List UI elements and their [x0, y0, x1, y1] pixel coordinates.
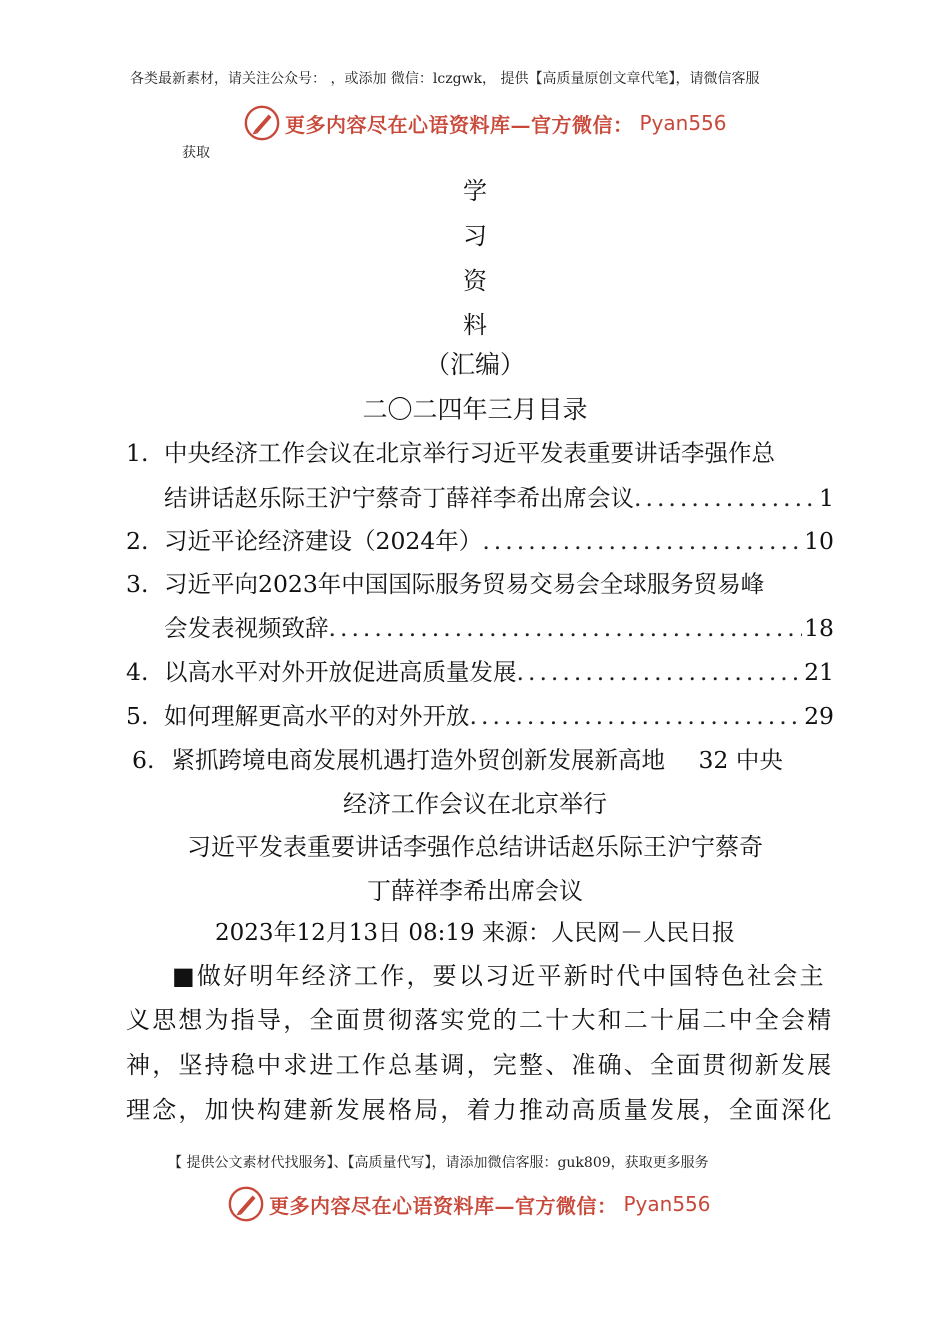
body-line: 理念，加快构建新发展格局，着力推动高质量发展，全面深化 [126, 1096, 834, 1124]
brand-text: 更多内容尽在心语资料库—官方微信： [285, 112, 634, 137]
article-title: 经济工作会议在北京举行 [343, 790, 607, 818]
toc-item[interactable] [126, 565, 834, 599]
toc-title: 会发表视频致辞 [164, 614, 329, 642]
header-notice: 各类最新素材，请关注公众号： ，或添加 微信：lczgwk， 提供【高质量原创文章代笔】，请微信客服 [130, 71, 760, 87]
toc-title: 习近平论经济建设（2024年） [164, 527, 483, 555]
footer-notice: 【 提供公文素材代找服务】、【高质量代写】，请添加微信客服：guk809，获取更多服务 [168, 1155, 709, 1171]
toc-number: 3. [126, 570, 149, 598]
toc-leader [482, 527, 802, 555]
body-line: ■做好明年经济工作，要以习近平新时代中国特色社会主 [172, 962, 826, 990]
date-heading: 二〇二四年三月目录 [362, 395, 588, 424]
toc-item[interactable] [126, 522, 834, 556]
toc-title: 紧抓跨境电商发展机遇打造外贸创新发展新高地 [171, 746, 665, 774]
toc-item[interactable] [126, 434, 834, 468]
title-char: 资 [463, 267, 487, 295]
toc-number: 2. [126, 527, 149, 555]
brand-text: 更多内容尽在心语资料库—官方微信： [269, 1193, 618, 1218]
toc-title: 习近平向2023年中国国际服务贸易交易会全球服务贸易峰 [164, 570, 765, 598]
toc-page: 1 [819, 484, 834, 512]
pen-logo-icon [227, 1185, 265, 1223]
title-char: 习 [463, 222, 487, 250]
article-meta: 2023年12月13日 08:19 来源：人民网－人民日报 [215, 920, 735, 946]
article-title-start: 中央 [735, 746, 783, 774]
footer-brand [227, 1185, 711, 1223]
toc-page: 32 [698, 746, 729, 774]
toc-title: 结讲话赵乐际王沪宁蔡奇丁薛祥李希出席会议 [164, 484, 634, 512]
title-char: 料 [463, 311, 487, 339]
toc-leader [517, 658, 803, 686]
toc-page: 18 [804, 614, 834, 642]
body-line: 义思想为指导，全面贯彻落实党的二十大和二十届二中全会精 [126, 1006, 834, 1034]
toc-leader [634, 484, 817, 512]
toc-number: 6. [132, 746, 155, 774]
brand-wechat: Pyan556 [639, 111, 727, 135]
toc-item[interactable] [132, 741, 783, 775]
toc-number: 1. [126, 439, 149, 467]
body-line: 神，坚持稳中求进工作总基调，完整、准确、全面贯彻新发展 [126, 1051, 834, 1079]
toc-page: 10 [804, 527, 834, 555]
header-brand [243, 104, 727, 142]
toc-number: 4. [126, 658, 149, 686]
toc-title: 以高水平对外开放促进高质量发展 [164, 658, 517, 686]
toc-title: 如何理解更高水平的对外开放 [164, 702, 470, 730]
title-char: 学 [463, 177, 487, 205]
header-notice-tail: 获取 [182, 145, 210, 161]
toc-leader [470, 702, 803, 730]
brand-wechat: Pyan556 [623, 1192, 711, 1216]
toc-item-continued[interactable] [164, 479, 834, 513]
toc-item[interactable] [126, 653, 834, 687]
toc-item-continued[interactable] [164, 609, 834, 643]
toc-item[interactable] [126, 697, 834, 731]
toc-title: 中央经济工作会议在北京举行习近平发表重要讲话李强作总 [164, 439, 775, 467]
article-title: 丁薛祥李希出席会议 [367, 877, 583, 905]
toc-leader [329, 614, 803, 642]
subtitle: （汇编） [424, 350, 525, 379]
toc-page: 21 [804, 658, 834, 686]
toc-page: 29 [804, 702, 834, 730]
pen-logo-icon [243, 104, 281, 142]
article-title: 习近平发表重要讲话李强作总结讲话赵乐际王沪宁蔡奇 [187, 833, 763, 861]
toc-number: 5. [126, 702, 149, 730]
